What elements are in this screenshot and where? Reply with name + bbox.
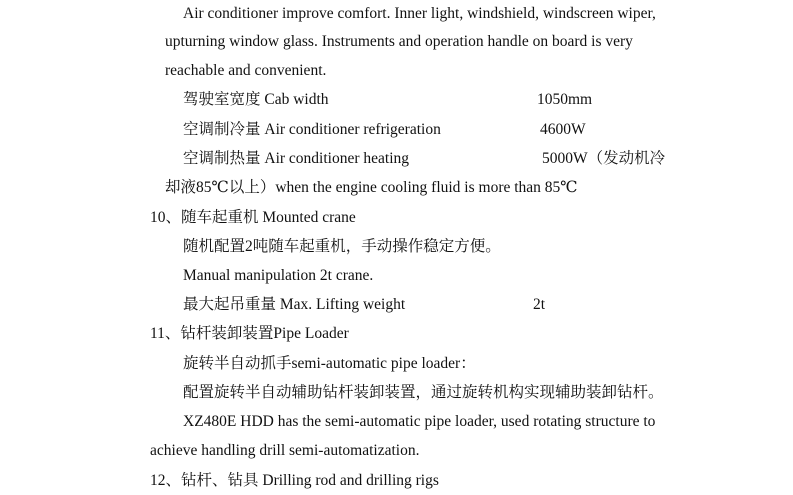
paragraph-line: Manual manipulation 2t crane. <box>183 267 374 284</box>
section-heading-pipe-loader: 11、钻杆装卸装置Pipe Loader <box>150 325 349 342</box>
paragraph-line: achieve handling drill semi-automatization. <box>150 442 420 459</box>
spec-value-refrigeration: 4600W <box>540 121 586 138</box>
section-heading-drilling-rod: 12、钻杆、钻具 Drilling rod and drilling rigs <box>150 472 439 489</box>
paragraph-line: reachable and convenient. <box>165 62 327 79</box>
spec-value-heating: 5000W（发动机冷 <box>542 150 666 167</box>
paragraph-line: 旋转半自动抓手semi-automatic pipe loader： <box>183 355 476 372</box>
spec-value-lifting-weight: 2t <box>533 296 546 313</box>
paragraph-line: Air conditioner improve comfort. Inner light, windshield, windscreen wiper, <box>183 5 656 22</box>
paragraph-line: 配置旋转半自动辅助钻杆装卸装置，通过旋转机构实现辅助装卸钻杆。 <box>183 384 664 401</box>
paragraph-line: 随机配置2吨随车起重机，手动操作稳定方便。 <box>183 238 501 255</box>
spec-label-heating: 空调制热量 Air conditioner heating <box>183 150 409 167</box>
paragraph-line: 却液85℃以上）when the engine cooling fluid is more than 85℃ <box>165 179 578 196</box>
paragraph-line: upturning window glass. Instruments and operation handle on board is very <box>165 33 633 50</box>
spec-label-lifting-weight: 最大起吊重量 Max. Lifting weight <box>183 296 406 313</box>
spec-label-cab-width: 驾驶室宽度 Cab width <box>183 91 329 108</box>
spec-label-refrigeration: 空调制冷量 Air conditioner refrigeration <box>183 121 441 138</box>
paragraph-line: XZ480E HDD has the semi-automatic pipe loader, used rotating structure to <box>183 413 656 430</box>
spec-value-cab-width: 1050mm <box>537 91 593 108</box>
section-heading-mounted-crane: 10、随车起重机 Mounted crane <box>150 209 356 226</box>
